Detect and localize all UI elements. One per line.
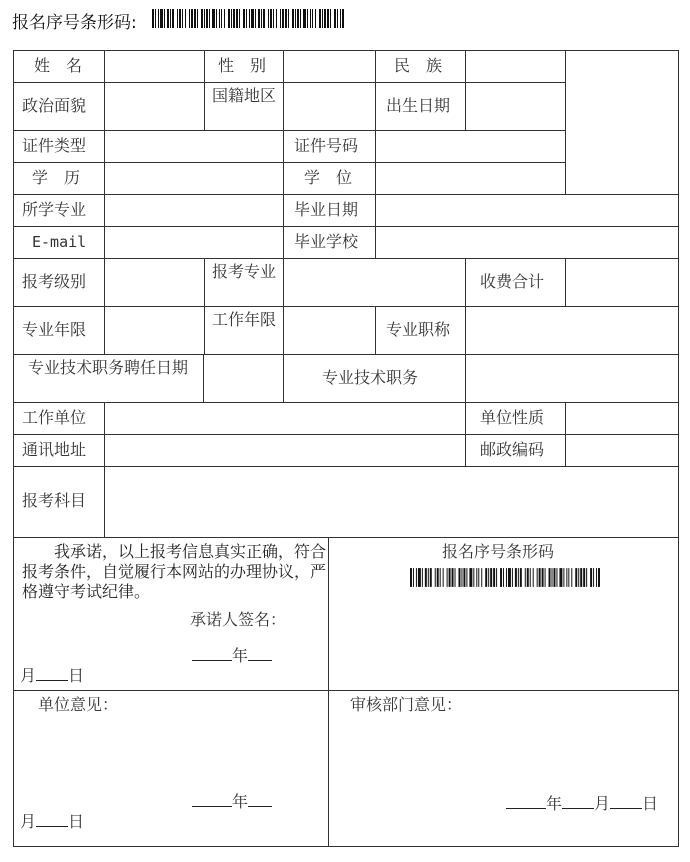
cell-nationality-value[interactable]	[283, 82, 376, 131]
cell-birthdate-value[interactable]	[465, 82, 566, 131]
cell-unitnature-value[interactable]	[565, 402, 679, 435]
unit-year-line: 年	[192, 792, 272, 811]
label-workunit: 工作单位	[22, 408, 87, 427]
cell-workyears-value[interactable]	[283, 306, 376, 355]
cell-idtype-value[interactable]	[104, 130, 284, 163]
label-majoryears: 专业年限	[22, 320, 87, 339]
review-opinion-label: 审核部门意见：	[350, 695, 463, 714]
cell-gender-value[interactable]	[283, 50, 376, 83]
cell-degree-value[interactable]	[375, 162, 566, 195]
label-email: E-mail	[32, 233, 87, 251]
cell-address-value[interactable]	[104, 434, 466, 467]
cell-workunit-value[interactable]	[104, 402, 466, 435]
label-education: 学 历	[32, 168, 81, 187]
cell-exammajor-value[interactable]	[283, 258, 466, 307]
label-major: 所学专业	[22, 200, 87, 219]
cell-proftitle-value[interactable]	[465, 306, 679, 355]
pledge-signer-label: 承诺人签名：	[190, 610, 287, 629]
cell-techpos-value[interactable]	[465, 354, 679, 403]
label-examlevel: 报考级别	[22, 272, 87, 291]
label-techpos: 专业技术职务	[322, 368, 419, 387]
cell-name-value[interactable]	[104, 50, 205, 83]
label-birthdate: 出生日期	[386, 96, 451, 115]
unit-month-day-line: 月 日	[20, 812, 85, 831]
cell-education-value[interactable]	[104, 162, 284, 195]
photo-box	[565, 50, 679, 195]
cell-idnumber-value[interactable]	[375, 130, 566, 163]
cell-graddate-value[interactable]	[375, 194, 679, 227]
label-unitnature: 单位性质	[480, 408, 545, 427]
pledge-text: 我承诺，以上报考信息真实正确，符合报考条件，自觉履行本网站的办理协议，严格遵守考试纪律。	[22, 542, 327, 601]
header-barcode	[152, 9, 344, 28]
label-nationality: 国籍地区	[212, 86, 277, 105]
label-proftitle: 专业职称	[386, 320, 451, 339]
cell-subjects-value[interactable]	[104, 466, 679, 538]
unit-opinion-label: 单位意见：	[38, 695, 119, 714]
label-political: 政治面貌	[22, 96, 87, 115]
barcode-box-title: 报名序号条形码	[442, 542, 555, 561]
label-gender: 性 别	[218, 56, 267, 75]
label-ethnicity: 民 族	[394, 56, 443, 75]
review-date-line: 年 月 日	[506, 794, 658, 813]
label-fee: 收费合计	[480, 272, 545, 291]
cell-appointdate-value[interactable]	[203, 354, 284, 403]
label-idnumber: 证件号码	[294, 136, 359, 155]
label-address: 通讯地址	[22, 440, 87, 459]
label-exammajor: 报考专业	[212, 262, 277, 281]
cell-examlevel-value[interactable]	[104, 258, 205, 307]
label-subjects: 报考科目	[22, 491, 87, 510]
label-postcode: 邮政编码	[480, 440, 545, 459]
cell-gradschool-value[interactable]	[375, 226, 679, 259]
cell-postcode-value[interactable]	[565, 434, 679, 467]
cell-major-value[interactable]	[104, 194, 284, 227]
cell-majoryears-value[interactable]	[104, 306, 205, 355]
cell-ethnicity-value[interactable]	[465, 50, 566, 83]
cell-political-value[interactable]	[104, 82, 205, 131]
label-idtype: 证件类型	[22, 136, 87, 155]
label-graddate: 毕业日期	[294, 200, 359, 219]
label-appointdate: 专业技术职务聘任日期	[27, 358, 188, 377]
label-name: 姓 名	[34, 56, 83, 75]
label-gradschool: 毕业学校	[294, 232, 359, 251]
label-workyears: 工作年限	[212, 310, 277, 329]
cell-fee-value[interactable]	[565, 258, 679, 307]
pledge-month-day-line: 月 日	[20, 666, 85, 685]
form-barcode	[410, 568, 600, 587]
label-degree: 学 位	[304, 168, 353, 187]
cell-email-value[interactable]	[104, 226, 284, 259]
barcode-header-label: 报名序号条形码:	[12, 13, 137, 33]
pledge-year-line: 年	[192, 646, 272, 665]
